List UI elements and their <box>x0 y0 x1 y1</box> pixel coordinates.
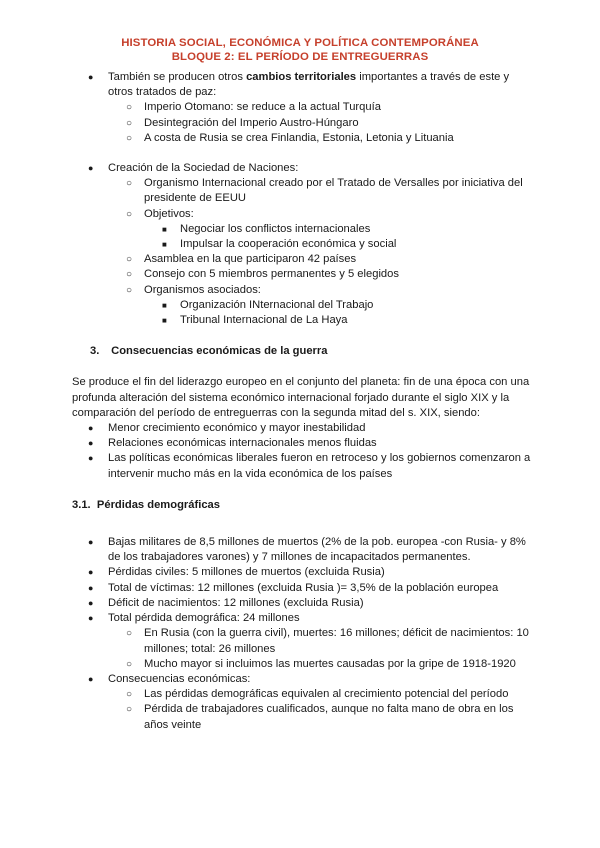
list-item: ■ Tribunal Internacional de La Haya <box>144 313 532 328</box>
list-item: ● Relaciones económicas internacionales menos fluidas <box>72 436 532 451</box>
list-item: ● Total pérdida demográfica: 24 millones ○ En Rusia (con la guerra civil), muertes: 16 millones; déficit de nacimientos: 10 millones; total: 26 millones ○ Mucho mayor si incluimos las muertes causadas por la gripe de 1918-1920 <box>72 611 532 672</box>
list-item: ○ Consejo con 5 miembros permanentes y 5 elegidos <box>108 267 532 282</box>
list-item: ○ En Rusia (con la guerra civil), muertes: 16 millones; déficit de nacimientos: 10 millones; total: 26 millones <box>108 626 532 656</box>
section-3-heading: 3. Consecuencias económicas de la guerra <box>90 345 328 358</box>
bold-term: cambios territoriales <box>246 71 357 83</box>
course-title: HISTORIA SOCIAL, ECONÓMICA Y POLÍTICA CONTEMPORÁNEA <box>121 37 479 49</box>
section-3-list <box>72 421 532 482</box>
section-3-1-heading: 3.1. Pérdidas demográficas <box>72 498 221 511</box>
list-item: ■ Impulsar la cooperación económica y social <box>144 237 532 252</box>
list-item: ○ Asamblea en la que participaron 42 países <box>108 252 532 267</box>
list-item: ○ Las pérdidas demográficas equivalen al crecimiento potencial del período <box>108 687 532 702</box>
list-item: ● Creación de la Sociedad de Naciones: ○ Organismo Internacional creado por el Tratado de Versalles por iniciativa del presidente de EEUU ○ Objetivos: ■ Negociar los conflictos internacionales ■ Impulsar la cooperación económica y social ○ Asamblea en la que participaron 42 países ○ Consejo con 5 miembros permanentes y 5 elegidos ○ Organismos asociados: ■ Organización INternacional del Trabajo ■ Tribunal Internacional de La Haya <box>72 161 532 328</box>
league-list <box>72 161 532 328</box>
list-item: ● Bajas militares de 8,5 millones de muertos (2% de la pob. europea -con Rusia- y 8% de los trabajadores varones) y 7 millones de incapacitados permanentes. <box>72 535 532 565</box>
document-body <box>72 70 532 733</box>
list-item: ● Menor crecimiento económico y mayor inestabilidad <box>72 421 532 436</box>
block-title: BLOQUE 2: EL PERÍODO DE ENTREGUERRAS <box>171 51 429 63</box>
section-3-1-list <box>72 535 532 733</box>
list-item: ■ Organización INternacional del Trabajo <box>144 298 532 313</box>
list-item: ● Total de víctimas: 12 millones (excluida Rusia )= 3,5% de la población europea <box>72 581 532 596</box>
list-item: ○ Organismos asociados: ■ Organización INternacional del Trabajo ■ Tribunal Internacional de La Haya <box>108 283 532 329</box>
list-item: ● Déficit de nacimientos: 12 millones (excluida Rusia) <box>72 596 532 611</box>
list-item: ○ Objetivos: ■ Negociar los conflictos internacionales ■ Impulsar la cooperación económica y social <box>108 207 532 253</box>
list-item: ■ Negociar los conflictos internacionales <box>144 222 532 237</box>
list-item: ● También se producen otros cambios territoriales importantes a través de este y otros tratados de paz: ○ Imperio Otomano: se reduce a la actual Turquía ○ Desintegración del Imperio Austro-Húngaro ○ A costa de Rusia se crea Finlandia, Estonia, Letonia y Lituania <box>72 70 532 146</box>
list-item: ● Pérdidas civiles: 5 millones de muertos (excluida Rusia) <box>72 565 532 580</box>
list-item: ○ A costa de Rusia se crea Finlandia, Estonia, Letonia y Lituania <box>108 131 532 146</box>
list-item: ○ Imperio Otomano: se reduce a la actual Turquía <box>108 100 532 115</box>
list-item: ○ Desintegración del Imperio Austro-Húngaro <box>108 116 532 131</box>
list-item: ● Consecuencias económicas: ○ Las pérdidas demográficas equivalen al crecimiento potencial del período ○ Pérdida de trabajadores cualificados, aunque no falta mano de obra en los años veinte <box>72 672 532 733</box>
list-item: ● Las políticas económicas liberales fueron en retroceso y los gobiernos comenzaron a intervenir mucho más en la vida económica de los países <box>72 451 532 481</box>
list-item: ○ Pérdida de trabajadores cualificados, aunque no falta mano de obra en los años veinte <box>108 702 532 732</box>
list-item: ○ Mucho mayor si incluimos las muertes causadas por la gripe de 1918-1920 <box>108 657 532 672</box>
document-header <box>0 36 600 64</box>
territorial-list <box>72 70 532 146</box>
section-3-paragraph: Se produce el fin del liderazgo europeo en el conjunto del planeta: fin de una época con una profunda alteración del sistema económico internacional forjado durante el siglo XIX y la comparación del período de entreguerras con la segunda mitad del s. XIX, siendo: <box>72 376 530 419</box>
list-item: ○ Organismo Internacional creado por el Tratado de Versalles por iniciativa del presidente de EEUU <box>108 176 532 206</box>
